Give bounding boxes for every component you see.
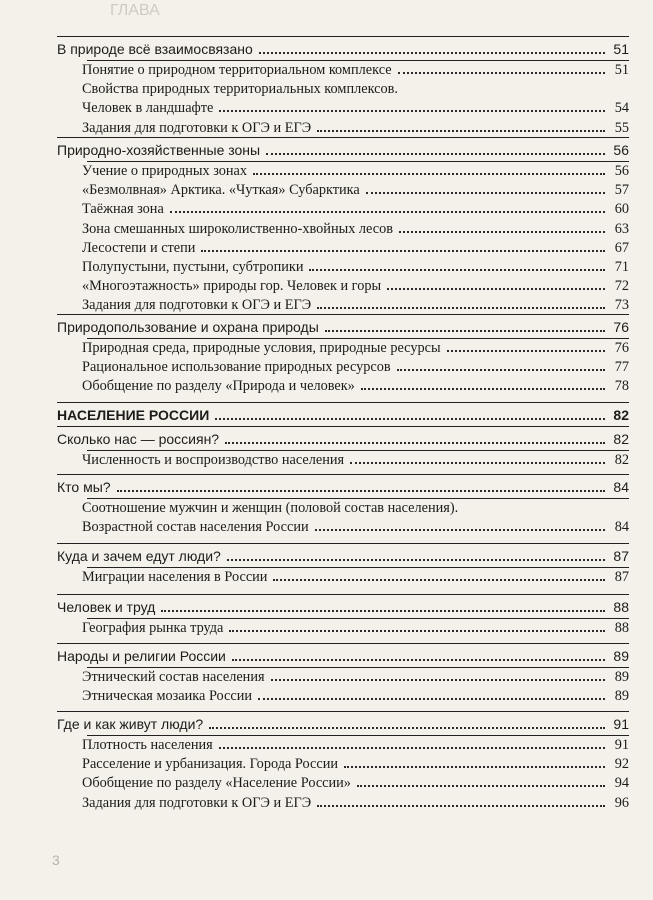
toc-entry[interactable] <box>57 182 629 201</box>
toc-entry[interactable] <box>57 81 629 100</box>
dot-leader <box>344 765 605 768</box>
page-number: 56 <box>614 163 629 179</box>
toc-entry[interactable] <box>57 775 629 794</box>
section-title-entry[interactable] <box>57 431 629 450</box>
page-number: 82 <box>613 431 629 447</box>
toc-entry[interactable] <box>57 163 629 182</box>
toc-entry[interactable] <box>57 569 629 588</box>
entry-title: «Многоэтажность» природы гор. Человек и горы <box>82 278 382 295</box>
toc-entry[interactable] <box>57 201 629 220</box>
page-number: 72 <box>614 278 629 295</box>
entry-title: Свойства природных территориальных комплексов. <box>82 81 398 98</box>
entry-title: Рациональное использование природных ресурсов <box>82 359 391 376</box>
toc-entry[interactable] <box>57 340 629 359</box>
section-title-entry[interactable] <box>57 41 629 60</box>
toc-entry[interactable] <box>57 120 629 139</box>
toc-entry[interactable] <box>57 62 629 81</box>
dot-leader <box>161 609 605 612</box>
page-number: 89 <box>613 648 629 664</box>
section-title-entry[interactable] <box>57 142 629 161</box>
page-number: 55 <box>614 119 629 136</box>
page-number: 63 <box>614 220 629 237</box>
dot-leader <box>398 71 605 74</box>
subsection-divider <box>87 450 629 451</box>
toc-entry[interactable] <box>57 278 629 297</box>
subsection-divider <box>87 567 629 568</box>
entry-title: Миграции населения в России <box>82 569 268 585</box>
entry-title: Задания для подготовки к ОГЭ и ЕГЭ <box>82 794 312 811</box>
subsection-divider <box>87 498 629 499</box>
dot-leader <box>229 629 605 632</box>
entry-title: Плотность населения <box>82 737 213 753</box>
bleed-through-heading: ГЛАВА <box>110 2 160 19</box>
page-number: 76 <box>614 340 629 356</box>
section-title-entry[interactable] <box>57 599 629 618</box>
page-number: 51 <box>613 41 629 57</box>
dot-leader <box>215 417 605 420</box>
page-number: 87 <box>613 548 629 564</box>
dot-leader <box>232 658 605 661</box>
page-number: 92 <box>614 756 629 773</box>
dot-leader <box>317 306 605 309</box>
dot-leader <box>209 726 605 729</box>
section-title: НАСЕЛЕНИЕ РОССИИ <box>57 407 210 423</box>
toc-entry[interactable] <box>57 259 629 278</box>
section-title: В природе всё взаимосвязано <box>57 41 253 57</box>
page-number: 89 <box>614 669 629 685</box>
section-divider <box>57 314 629 315</box>
section-title: Человек и труд <box>57 599 156 615</box>
entry-title: Возрастной состав населения России <box>82 519 309 536</box>
page-number: 96 <box>614 794 629 811</box>
page-number: 82 <box>614 452 629 468</box>
page-number: 56 <box>613 142 629 158</box>
toc-entry[interactable] <box>57 221 629 240</box>
entry-title: Таёжная зона <box>82 201 164 218</box>
page-number: 73 <box>614 297 629 314</box>
toc-entry[interactable] <box>57 378 629 397</box>
section-title-entry[interactable] <box>57 479 629 498</box>
page-number: 87 <box>614 569 629 585</box>
section-divider <box>57 594 629 595</box>
dot-leader <box>325 329 605 332</box>
dot-leader <box>259 51 605 54</box>
entry-title: Соотношение мужчин и женщин (половой состав населения). <box>82 500 459 516</box>
page-number: 82 <box>613 407 629 423</box>
page-number: 57 <box>614 182 629 199</box>
dot-leader <box>309 268 605 271</box>
toc-entry[interactable] <box>57 620 629 639</box>
section-title-entry[interactable] <box>57 716 629 735</box>
section-title: Куда и зачем едут люди? <box>57 548 221 564</box>
page-number: 77 <box>614 359 629 376</box>
dot-leader <box>253 172 605 175</box>
subsection-divider <box>87 735 629 736</box>
page-number: 89 <box>614 688 629 705</box>
section-divider <box>57 426 629 427</box>
section-divider <box>57 643 629 644</box>
entry-title: Лесостепи и степи <box>82 239 196 256</box>
entry-title: Задания для подготовки к ОГЭ и ЕГЭ <box>82 297 312 314</box>
dot-leader <box>219 746 605 749</box>
entry-title: Задания для подготовки к ОГЭ и ЕГЭ <box>82 119 312 136</box>
toc-entry[interactable] <box>57 756 629 775</box>
subsection-divider <box>87 667 629 668</box>
section-title: Народы и религии России <box>57 648 226 664</box>
section-divider <box>57 137 629 138</box>
dot-leader <box>357 784 605 787</box>
toc-entry[interactable] <box>57 100 629 119</box>
page-number: 67 <box>614 239 629 256</box>
subsection-divider <box>87 338 629 339</box>
entry-title: Человек в ландшафте <box>82 100 214 117</box>
section-title: Где и как живут люди? <box>57 716 204 732</box>
toc-entry[interactable] <box>57 519 629 538</box>
entry-title: Учение о природных зонах <box>82 163 248 179</box>
dot-leader <box>361 387 605 390</box>
page-number: 54 <box>614 100 629 117</box>
dot-leader <box>315 528 605 531</box>
toc-entry[interactable] <box>57 669 629 688</box>
toc-entry[interactable] <box>57 359 629 378</box>
entry-title: Обобщение по разделу «Природа и человек» <box>82 378 355 395</box>
entry-title: Полупустыни, пустыни, субтропики <box>82 259 304 275</box>
section-divider <box>57 543 629 544</box>
entry-title: География рынка труда <box>82 620 224 636</box>
dot-leader <box>201 249 605 252</box>
section-title: Природопользование и охрана природы <box>57 319 319 335</box>
dot-leader <box>387 287 605 290</box>
entry-title: Обобщение по разделу «Население России» <box>82 775 351 792</box>
dot-leader <box>273 578 605 581</box>
page-number: 94 <box>614 775 629 792</box>
dot-leader <box>317 129 605 132</box>
section-title-entry[interactable] <box>57 407 629 426</box>
dot-leader <box>317 804 605 807</box>
section-title: Кто мы? <box>57 479 111 495</box>
page-number: 88 <box>613 599 629 615</box>
toc-entry[interactable] <box>57 500 629 519</box>
dot-leader <box>227 558 605 561</box>
page-number: 78 <box>614 378 629 395</box>
dot-leader <box>350 461 605 464</box>
toc-entry[interactable] <box>57 240 629 259</box>
section-divider <box>57 711 629 712</box>
toc-entry[interactable] <box>57 688 629 707</box>
section-divider <box>57 36 629 37</box>
dot-leader <box>271 678 605 681</box>
page-number-footer: 3 <box>52 852 60 868</box>
entry-title: Расселение и урбанизация. Города России <box>82 756 339 773</box>
page-number: 88 <box>614 620 629 636</box>
entry-title: Этническая мозаика России <box>82 688 253 705</box>
dot-leader <box>366 191 605 194</box>
section-title-entry[interactable] <box>57 548 629 567</box>
dot-leader <box>225 441 605 444</box>
subsection-divider <box>87 618 629 619</box>
dot-leader <box>170 210 605 213</box>
section-title-entry[interactable] <box>57 648 629 667</box>
entry-title: Понятие о природном территориальном комплексе <box>82 62 392 78</box>
page-number: 60 <box>614 201 629 218</box>
dot-leader <box>397 368 605 371</box>
dot-leader <box>258 697 605 700</box>
entry-title: «Безмолвная» Арктика. «Чуткая» Субарктика <box>82 182 360 199</box>
page-number: 76 <box>613 319 629 335</box>
entry-title: Природная среда, природные условия, природные ресурсы <box>82 340 441 356</box>
page-number: 71 <box>614 259 629 275</box>
section-title: Сколько нас — россиян? <box>57 431 220 447</box>
entry-title: Зона смешанных широколиственно-хвойных лесов <box>82 220 394 237</box>
dot-leader <box>219 109 605 112</box>
subsection-divider <box>87 161 629 162</box>
entry-title: Этнический состав населения <box>82 669 265 685</box>
subsection-divider <box>87 60 629 61</box>
dot-leader <box>117 489 605 492</box>
section-title-entry[interactable] <box>57 319 629 338</box>
toc-entry[interactable] <box>57 737 629 756</box>
page-number: 51 <box>614 62 629 78</box>
dot-leader <box>266 152 605 155</box>
toc-entry[interactable] <box>57 795 629 814</box>
section-divider <box>57 402 629 403</box>
page-number: 91 <box>613 716 629 732</box>
section-divider <box>57 474 629 475</box>
section-title: Природно-хозяйственные зоны <box>57 142 261 158</box>
page-number: 91 <box>614 737 629 753</box>
dot-leader <box>447 349 605 352</box>
page-number: 84 <box>614 519 629 536</box>
dot-leader <box>399 230 605 233</box>
toc-entry[interactable] <box>57 452 629 471</box>
page-number: 84 <box>613 479 629 495</box>
entry-title: Численность и воспроизводство населения <box>82 452 345 468</box>
